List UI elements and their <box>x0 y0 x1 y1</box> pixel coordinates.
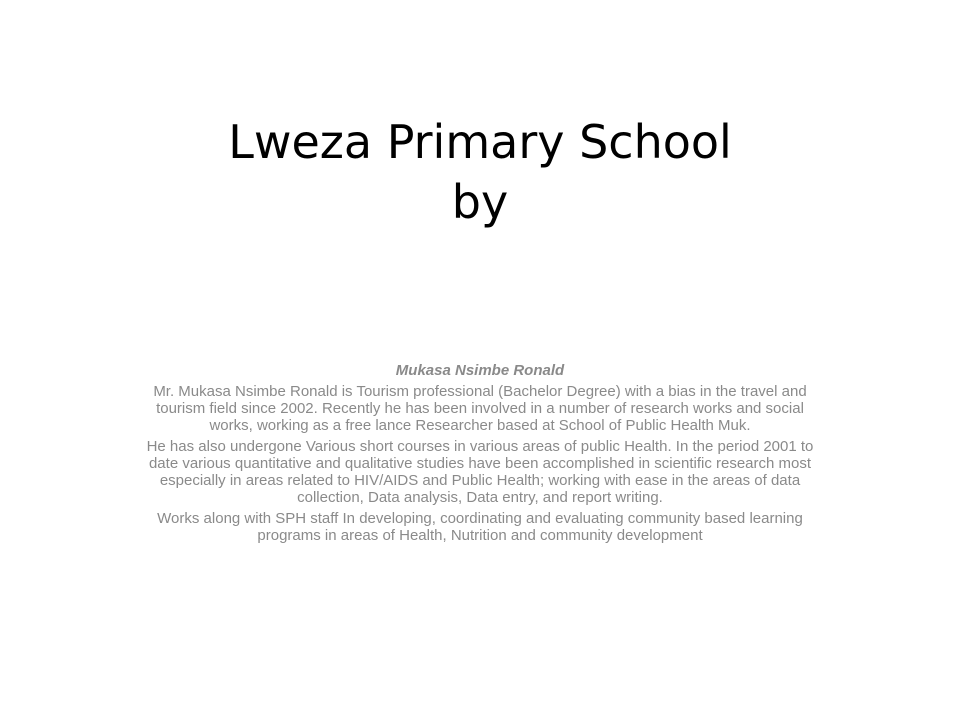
slide-title <box>120 112 840 232</box>
bio-paragraph-2: He has also undergone Various short courses in various areas of public Health. In the period 2001 to date various quantitative and qualitative studies have been accomplished in scientific research most especially in areas related to HIV/AIDS and Public Health; working with ease in the areas of data collection, Data analysis, Data entry, and report writing. <box>146 438 814 506</box>
bio-paragraph-1: Mr. Mukasa Nsimbe Ronald is Tourism professional (Bachelor Degree) with a bias in the travel and tourism field since 2002. Recently he has been involved in a number of research works and social works, working as a free lance Researcher based at School of Public Health Muk. <box>153 383 807 434</box>
title-line-2: by <box>451 175 509 229</box>
title-line-1: Lweza Primary School <box>228 115 732 169</box>
author-name: Mukasa Nsimbe Ronald <box>395 362 565 379</box>
bio-paragraph-3: Works along with SPH staff In developing, coordinating and evaluating community based learning programs in areas of Health, Nutrition and community development <box>157 510 803 544</box>
slide-subtitle <box>144 362 816 548</box>
